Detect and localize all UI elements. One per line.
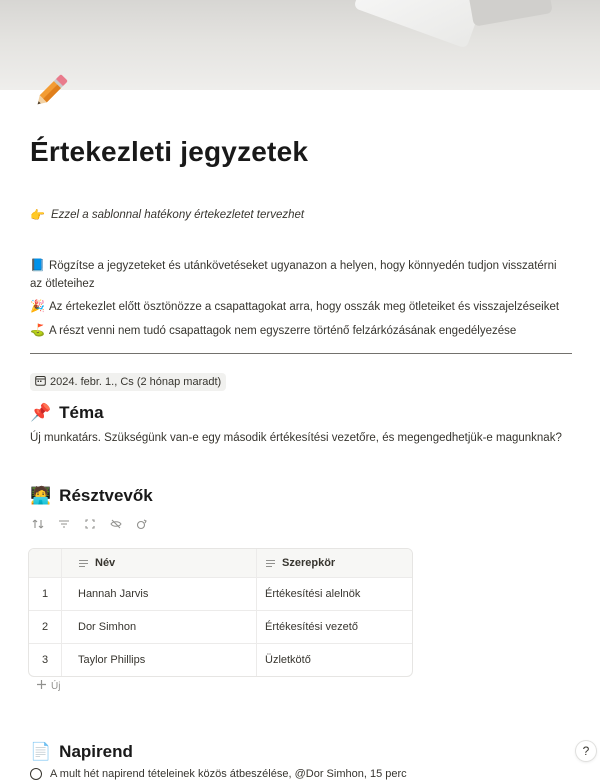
role-cell[interactable]: Értékesítési alelnök — [265, 588, 361, 600]
document-icon: 📄 — [30, 742, 52, 762]
automation-icon[interactable] — [134, 516, 150, 532]
name-cell[interactable]: Dor Simhon — [62, 611, 257, 643]
add-row-button[interactable]: Új — [36, 679, 60, 693]
cover-shape — [353, 0, 486, 49]
filter-icon[interactable] — [56, 516, 72, 532]
page-cover[interactable] — [0, 0, 600, 90]
table-header — [29, 549, 412, 577]
topic-heading-text: Téma — [59, 403, 104, 422]
participants-heading-text: Résztvevők — [59, 486, 153, 505]
hide-icon[interactable] — [108, 516, 124, 532]
row-number: 1 — [29, 578, 62, 610]
list-item — [30, 297, 560, 316]
sort-icon[interactable] — [30, 516, 46, 532]
callout — [30, 208, 304, 222]
help-button[interactable]: ? — [576, 741, 596, 761]
table-row[interactable] — [29, 577, 412, 610]
name-cell[interactable]: Taylor Phillips — [62, 644, 257, 676]
expand-icon[interactable] — [82, 516, 98, 532]
date-mention[interactable] — [30, 373, 226, 391]
page-title: Értekezleti jegyzetek — [30, 136, 309, 167]
text-property-icon — [78, 558, 89, 569]
agenda-item-text: A mult hét napirend tételeinek közös átbeszélése, @Dor Simhon, 15 perc — [50, 768, 407, 780]
golf-flag-icon: ⛳ — [30, 323, 45, 337]
role-cell[interactable]: Üzletkötő — [265, 654, 311, 666]
plus-icon — [36, 679, 47, 693]
row-number: 3 — [29, 644, 62, 676]
divider — [30, 353, 572, 354]
database-toolbar — [30, 516, 150, 532]
text-property-icon — [265, 558, 276, 569]
table-row[interactable] — [29, 643, 412, 676]
role-cell[interactable]: Értékesítési vezető — [265, 621, 358, 633]
agenda-item[interactable] — [30, 768, 407, 780]
person-at-computer-icon: 🧑‍💻 — [30, 486, 52, 506]
pencil-icon[interactable] — [30, 70, 72, 112]
name-cell[interactable]: Hannah Jarvis — [62, 578, 257, 610]
book-icon: 📘 — [30, 258, 45, 272]
callout-text: Ezzel a sablonnal hatékony értekezletet tervezhet — [50, 209, 305, 221]
agenda-heading-text: Napirend — [59, 742, 133, 761]
date-text: 2024. febr. 1., Cs (2 hónap maradt) — [50, 376, 222, 388]
list-item-text: Az értekezlet előtt ösztönözze a csapattagokat arra, hogy osszák meg ötleteiket és visszajelzéseiket — [48, 301, 560, 313]
participants-heading — [30, 486, 153, 506]
list-item-text: A részt venni nem tudó csapattagok nem egyszerre történő felzárkózásának engedélyezése — [48, 325, 517, 337]
calendar-icon — [35, 375, 46, 389]
list-item — [30, 321, 560, 340]
topic-text: Új munkatárs. Szükségünk van-e egy második értékesítési vezetőre, és megengedhetjük-e magunknak? — [30, 432, 562, 444]
agenda-heading — [30, 742, 133, 762]
pushpin-icon: 📌 — [30, 403, 52, 423]
radio-circle-icon[interactable] — [30, 768, 42, 780]
list-item-text: Rögzítse a jegyzeteket és utánkövetéseket ugyanazon a helyen, hogy könnyedén tudjon visszatérni az ötleteihez — [30, 260, 557, 290]
list-item — [30, 256, 560, 293]
column-header-role[interactable]: Szerepkör — [257, 549, 412, 577]
cover-shape — [467, 0, 553, 27]
table-row[interactable] — [29, 610, 412, 643]
topic-heading — [30, 403, 104, 423]
pointing-hand-icon: 👉 — [30, 208, 45, 222]
row-number: 2 — [29, 611, 62, 643]
column-header-name[interactable]: Név — [62, 549, 257, 577]
party-icon: 🎉 — [30, 299, 45, 313]
participants-table — [28, 548, 413, 677]
